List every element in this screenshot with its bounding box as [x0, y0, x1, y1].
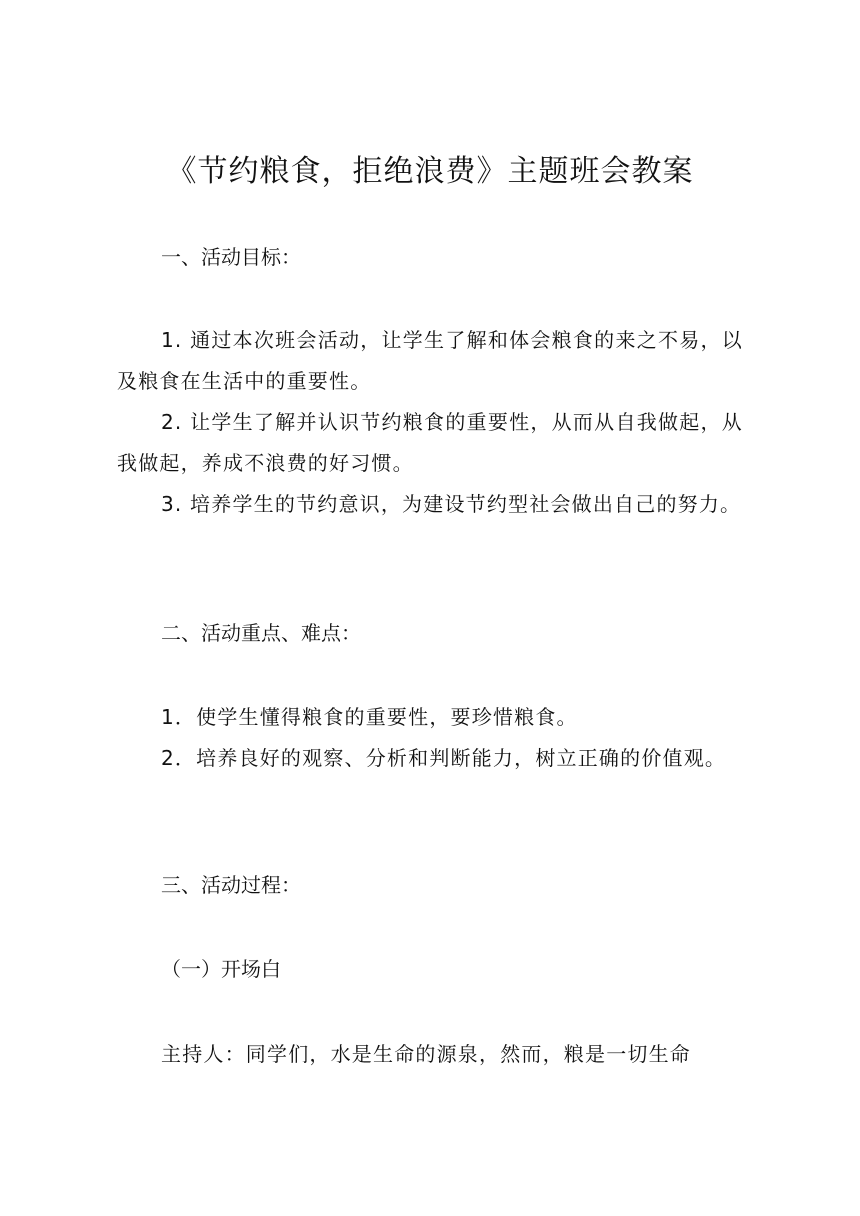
section-heading-goals: 一、活动目标：	[161, 245, 301, 269]
key-point-item-2: 2．培养良好的观察、分析和判断能力，树立正确的价值观。	[161, 746, 727, 770]
section-heading-key-points: 二、活动重点、难点：	[161, 621, 361, 645]
goal-item-1: 1. 通过本次班会活动，让学生了解和体会粮食的来之不易，以及粮食在生活中的重要性。	[117, 328, 743, 393]
goal-item-2: 2. 让学生了解并认识节约粮食的重要性，从而从自我做起，从我做起，养成不浪费的好习惯。	[117, 410, 743, 475]
section-heading-process: 三、活动过程：	[161, 873, 301, 897]
document-title: 《节约粮食，拒绝浪费》主题班会教案	[166, 154, 694, 189]
process-subheading: （一）开场白	[161, 957, 281, 981]
process-paragraph: 主持人：同学们，水是生命的源泉，然而，粮是一切生命	[161, 1042, 691, 1066]
goal-item-3: 3. 培养学生的节约意识，为建设节约型社会做出自己的努力。	[161, 492, 742, 516]
key-point-item-1: 1．使学生懂得粮食的重要性，要珍惜粮食。	[161, 705, 578, 729]
